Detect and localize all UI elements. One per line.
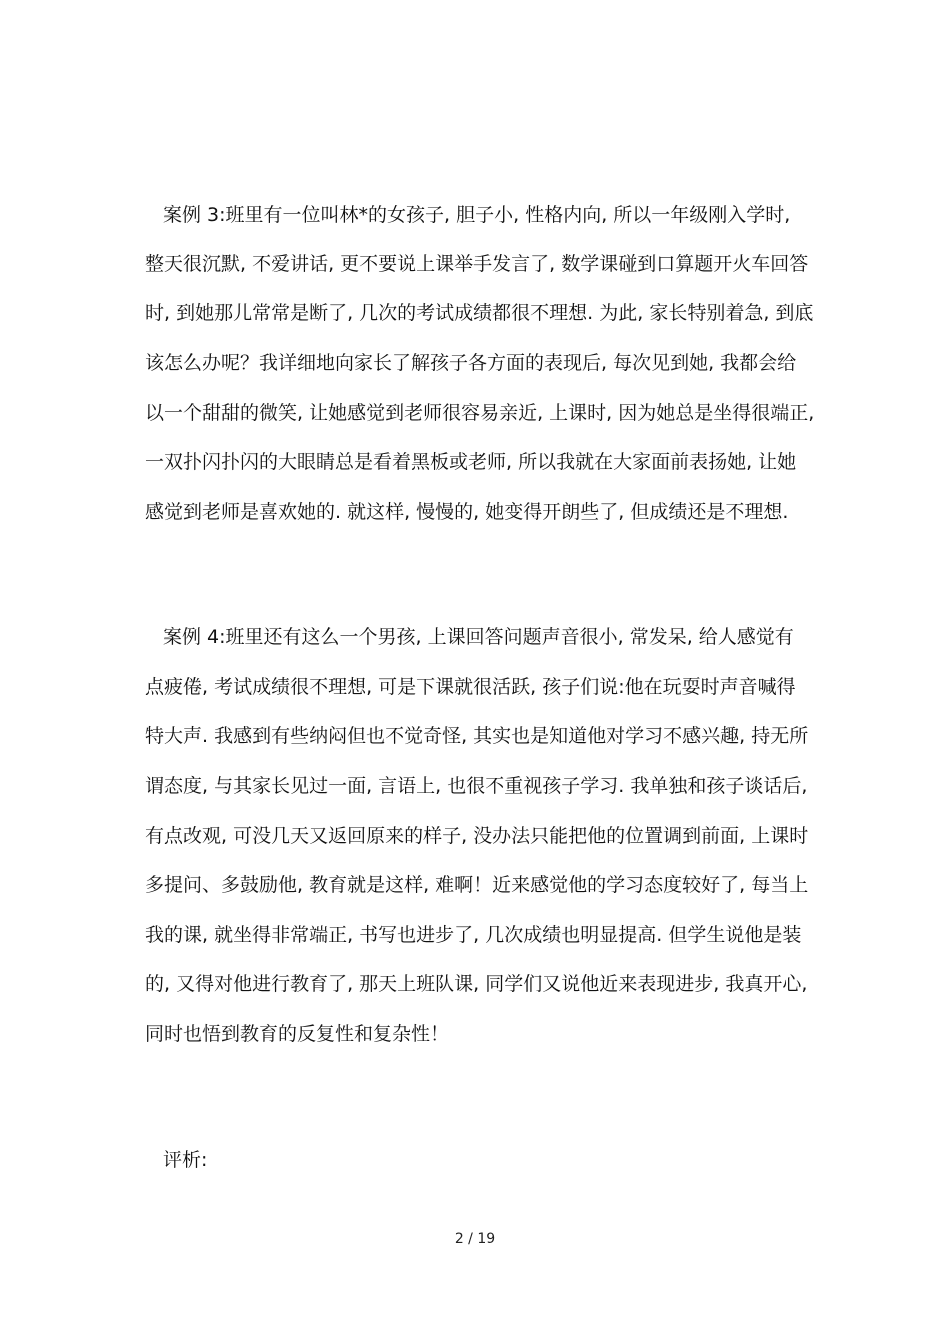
case4-line-3: 特大声. 我感到有些纳闷但也不觉奇怪, 其实也是知道他对学习不感兴趣, 持无所	[145, 725, 809, 747]
case4-line-2: 点疲倦, 考试成绩很不理想, 可是下课就很活跃, 孩子们说:他在玩耍时声音喊得	[145, 676, 796, 698]
case3-line-5: 以一个甜甜的微笑, 让她感觉到老师很容易亲近, 上课时, 因为她总是坐得很端正,	[145, 402, 815, 424]
page-number: 2 / 19	[454, 1231, 496, 1247]
case3-line-7: 感觉到老师是喜欢她的. 就这样, 慢慢的, 她变得开朗些了, 但成绩还是不理想.	[145, 501, 789, 523]
case3-line-2: 整天很沉默, 不爱讲话, 更不要说上课举手发言了, 数学课碰到口算题开火车回答	[145, 253, 809, 275]
case4-line-5: 有点改观, 可没几天又返回原来的样子, 没办法只能把他的位置调到前面, 上课时	[145, 825, 809, 847]
case4-line-4: 谓态度, 与其家长见过一面, 言语上, 也很不重视孩子学习. 我单独和孩子谈话后,	[145, 775, 808, 797]
case4-line-8: 的, 又得对他进行教育了, 那天上班队课, 同学们又说他近来表现进步, 我真开心,	[145, 973, 808, 995]
case3-line-1: 案例 3:班里有一位叫林*的女孩子, 胆子小, 性格内向, 所以一年级刚入学时,	[163, 204, 791, 226]
case4-line-9: 同时也悟到教育的反复性和复杂性！	[145, 1023, 450, 1045]
case4-line-6: 多提问、多鼓励他, 教育就是这样, 难啊！近来感觉他的学习态度较好了, 每当上	[145, 874, 809, 896]
case4-line-1: 案例 4:班里还有这么一个男孩, 上课回答问题声音很小, 常发呆, 给人感觉有	[163, 626, 794, 648]
case4-line-7: 我的课, 就坐得非常端正, 书写也进步了, 几次成绩也明显提高. 但学生说他是装	[145, 924, 802, 946]
case3-line-6: 一双扑闪扑闪的大眼睛总是看着黑板或老师, 所以我就在大家面前表扬她, 让她	[145, 451, 797, 473]
case3-line-3: 时, 到她那儿常常是断了, 几次的考试成绩都很不理想. 为此, 家长特别着急, 到底	[145, 302, 814, 324]
case3-line-4: 该怎么办呢？我详细地向家长了解孩子各方面的表现后, 每次见到她, 我都会给	[145, 352, 797, 374]
analysis-label: 评析:	[163, 1149, 208, 1171]
